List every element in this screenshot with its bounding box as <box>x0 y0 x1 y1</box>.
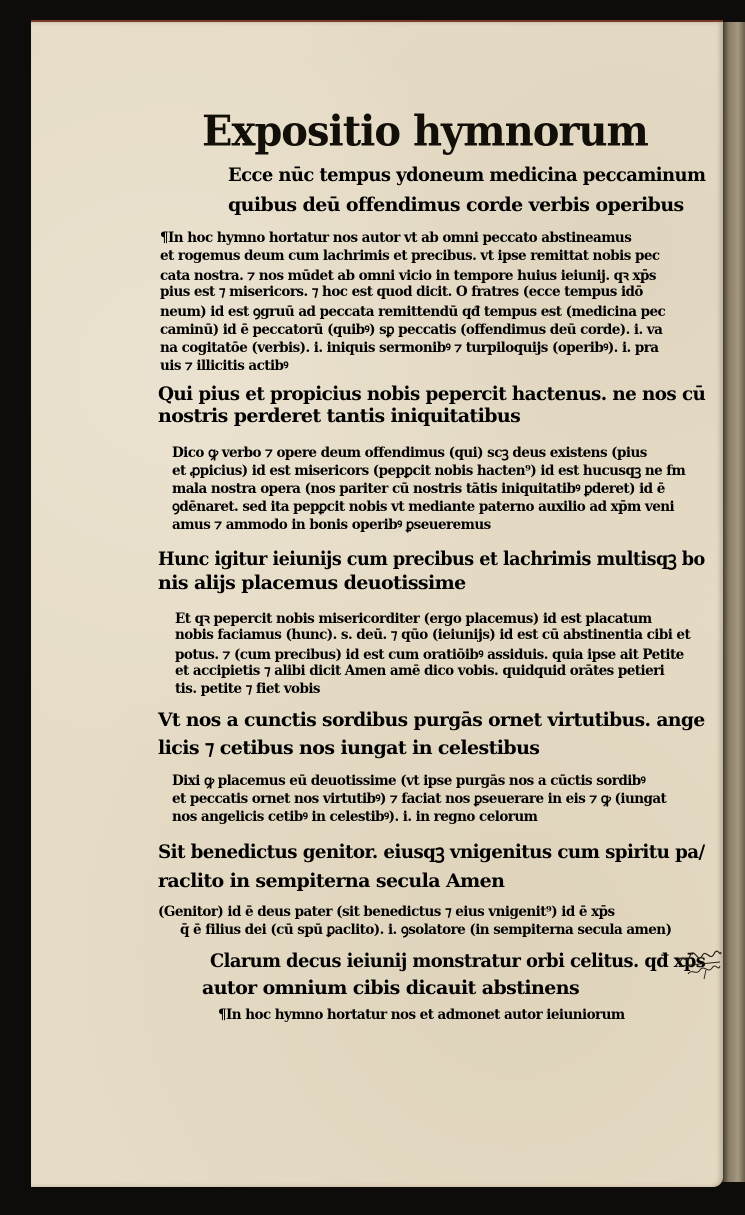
commentary-line: et accipietis ⁊ alibi dicit Amen amē dico vobis. quidquid orātes petieri <box>175 663 665 679</box>
commentary-line: potus. ⁊ (cum precibus) id est cum oratiōibꝰ assiduis. quia ipse ait Petite <box>175 647 684 663</box>
commentary-line: et rogemus deum cum lachrimis et precibus. vt ipse remittat nobis pec <box>160 248 660 264</box>
commentary-line: amus ⁊ ammodo in bonis operibꝰ ꝑseueremus <box>172 517 491 533</box>
hymn-verse-line: licis ⁊ cetibus nos iungat in celestibus <box>158 737 540 759</box>
page-title: Expositio hymnorum <box>202 106 648 157</box>
hymn-verse-line: Ecce nūc tempus ydoneum medicina peccaminum <box>228 164 706 186</box>
commentary-line: neum) id est ꝯgruū ad peccata remittendū qđ tempus est (medicina pec <box>160 304 666 320</box>
hymn-verse-line: nis alijs placemus deuotissime <box>158 572 466 594</box>
commentary-line: et ꝓpicius) id est misericors (pepꝑcit nobis hacten⁹) id est hucusqꝫ ne fm <box>172 463 686 479</box>
commentary-line: pius est ⁊ misericors. ⁊ hoc est quod dicit. O fratres (ecce tempus idō <box>160 284 643 300</box>
hymn-verse-line: nostris perderet tantis iniquitatibus <box>158 405 521 427</box>
hymn-verse-line: Vt nos a cunctis sordibus purgās ornet virtutibus. ange <box>158 709 705 731</box>
hymn-verse-line: autor omnium cibis dicauit abstinens <box>202 977 580 999</box>
commentary-line: (Genitor) id ē deus pater (sit benedictus ⁊ eius vnigenit⁹) id ē xp̄s <box>158 904 615 920</box>
hymn-verse-line: Hunc igitur ieiunijs cum precibus et lachrimis multisqꝫ bo <box>158 548 705 570</box>
handwritten-margin-note <box>676 948 722 980</box>
commentary-line: na cogitatōe (verbis). i. iniquis sermonibꝰ ⁊ turpiloquijs (operibꝰ). i. pra <box>160 340 659 356</box>
commentary-line: mala nostra opera (nos pariter cū nostris tātis iniquitatibꝰ ꝑderet) id ē <box>172 481 665 497</box>
hymn-verse-line: quibus deū offendimus corde verbis operibus <box>228 194 684 216</box>
commentary-line: ¶In hoc hymno hortatur nos et admonet autor ieiuniorum <box>218 1007 625 1023</box>
commentary-line: q̄ ē filius dei (cū spū ꝑaclito). i. ꝯsolatore (in sempiterna secula amen) <box>180 922 672 938</box>
hymn-verse-line: Qui pius et propicius nobis pepercit hactenus. ne nos cū <box>158 383 706 405</box>
commentary-line: et peccatis ornet nos virtutibꝰ) ⁊ faciat nos ꝑseuerare in eis ⁊ ꝙ (iungat <box>172 791 667 807</box>
commentary-line: Et qꝛ pepercit nobis misericorditer (ergo placemus) id est placatum <box>175 611 652 627</box>
hymn-verse-line: raclito in sempiterna secula Amen <box>158 870 505 892</box>
commentary-line: nos angelicis cetibꝰ in celestibꝰ). i. in regno celorum <box>172 809 538 825</box>
hymn-verse-line: Sit benedictus genitor. eiusqꝫ vnigenitus cum spiritu pa/ <box>158 841 705 863</box>
commentary-line: ꝯdēnaret. sed ita pepꝑcit nobis vt mediante paterno auxilio ad xp̄m veni <box>172 499 675 515</box>
commentary-line: Dico ꝙ verbo ⁊ opere deum offendimus (qui) scꝫ deus existens (pius <box>172 445 647 461</box>
commentary-line: Dixi ꝙ placemus eū deuotissime (vt ipse purgās nos a cūctis sordibꝰ <box>172 773 646 789</box>
commentary-line: cata nostra. ⁊ nos mūdet ab omni vicio in tempore huius ieiunij. qꝛ xp̄s <box>160 268 656 284</box>
commentary-line: nobis faciamus (hunc). s. deū. ⁊ qūo (ieiunijs) id est cū abstinentia cibi et <box>175 627 691 643</box>
commentary-line: ¶In hoc hymno hortatur nos autor vt ab omni peccato abstineamus <box>160 230 632 246</box>
hymn-verse-line: Clarum decus ieiunij monstratur orbi celitus. qđ xp̄s <box>210 950 706 972</box>
commentary-line: tis. petite ⁊ fiet vobis <box>175 681 320 697</box>
commentary-line: uis ⁊ illicitis actibꝰ <box>160 358 289 374</box>
commentary-line: caminū) id ē peccatorū (quibꝰ) sꝑ peccatis (offendimus deū corde). i. va <box>160 322 663 338</box>
adjacent-page-edge <box>722 22 745 1182</box>
